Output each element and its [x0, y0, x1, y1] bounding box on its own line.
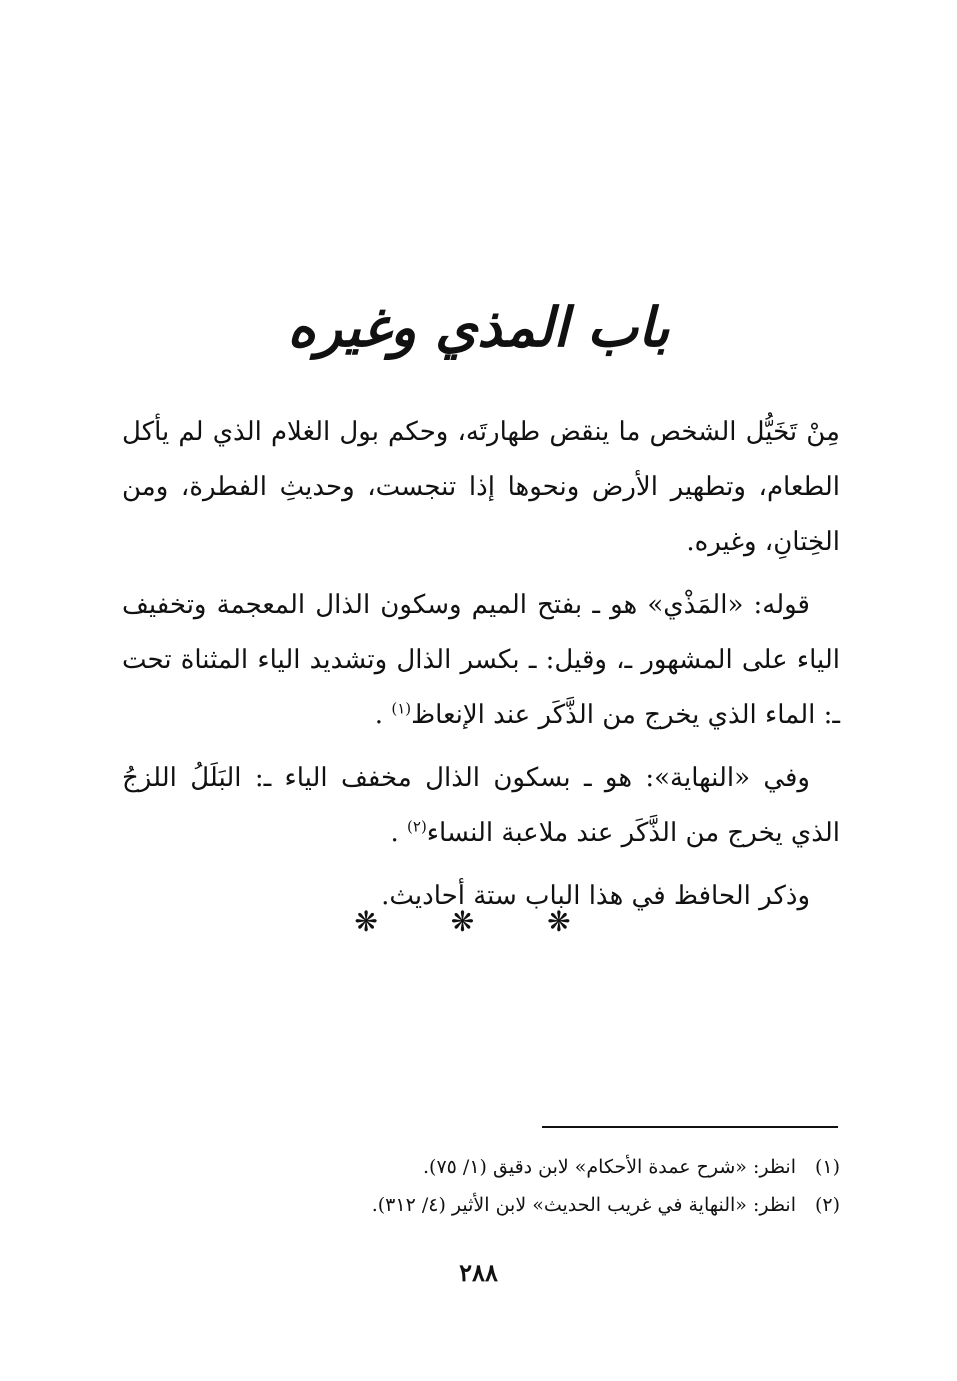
paragraph-text: مِنْ تَخَيُّل الشخص ما ينقض طهارتَه، وحكم بول الغلام الذي لم يأكل الطعام، وتطهير الأرض ونحوها إذا تنجست، وحديثِ الفطرة، ومن الخِتانِ، وغيره.: [122, 417, 840, 557]
paragraph-end: .: [390, 818, 399, 848]
footnotes: [160, 1148, 840, 1224]
paragraph-text: وفي «النهاية»: هو ـ بسكون الذال مخفف الياء ـ: البَلَلُ اللزجُ الذي يخرج من الذَّكَر عند ملاعبة النساء: [122, 763, 840, 848]
footnote-text: انظر: «النهاية في غريب الحديث» لابن الأثير (٤/ ٣١٢).: [371, 1194, 796, 1216]
footnote-divider: [542, 1126, 838, 1128]
footnote-2: [160, 1186, 840, 1224]
main-text: [122, 405, 840, 932]
paragraph-text: قوله: «المَذْي» هو ـ بفتح الميم وسكون الذال المعجمة وتخفيف الياء على المشهور ـ، وقيل: ـ بكسر الذال وتشديد الياء المثناة تحت ـ: الماء الذي يخرج من الذَّكَر عند الإنعاظ: [122, 590, 840, 730]
footnote-number: (٢): [814, 1194, 840, 1216]
footnote-1: [160, 1148, 840, 1186]
chapter-title: باب المذي وغيره: [287, 295, 670, 359]
footnote-ref-2[interactable]: (٢): [407, 817, 427, 836]
paragraph-intro: [122, 405, 840, 570]
paragraph-definition: [122, 578, 840, 743]
section-separator: ❋ ❋ ❋: [354, 905, 603, 938]
paragraph-end: .: [374, 700, 384, 730]
footnote-ref-1[interactable]: (١): [391, 699, 412, 718]
paragraph-text: وذكر الحافظ في هذا الباب ستة أحاديث.: [381, 881, 810, 911]
footnote-number: (١): [814, 1156, 840, 1178]
footnote-text: انظر: «شرح عمدة الأحكام» لابن دقيق (١/ ٧٥).: [422, 1156, 796, 1178]
paragraph-nihaya: [122, 751, 840, 861]
page-number: ٢٨٨: [459, 1258, 498, 1287]
